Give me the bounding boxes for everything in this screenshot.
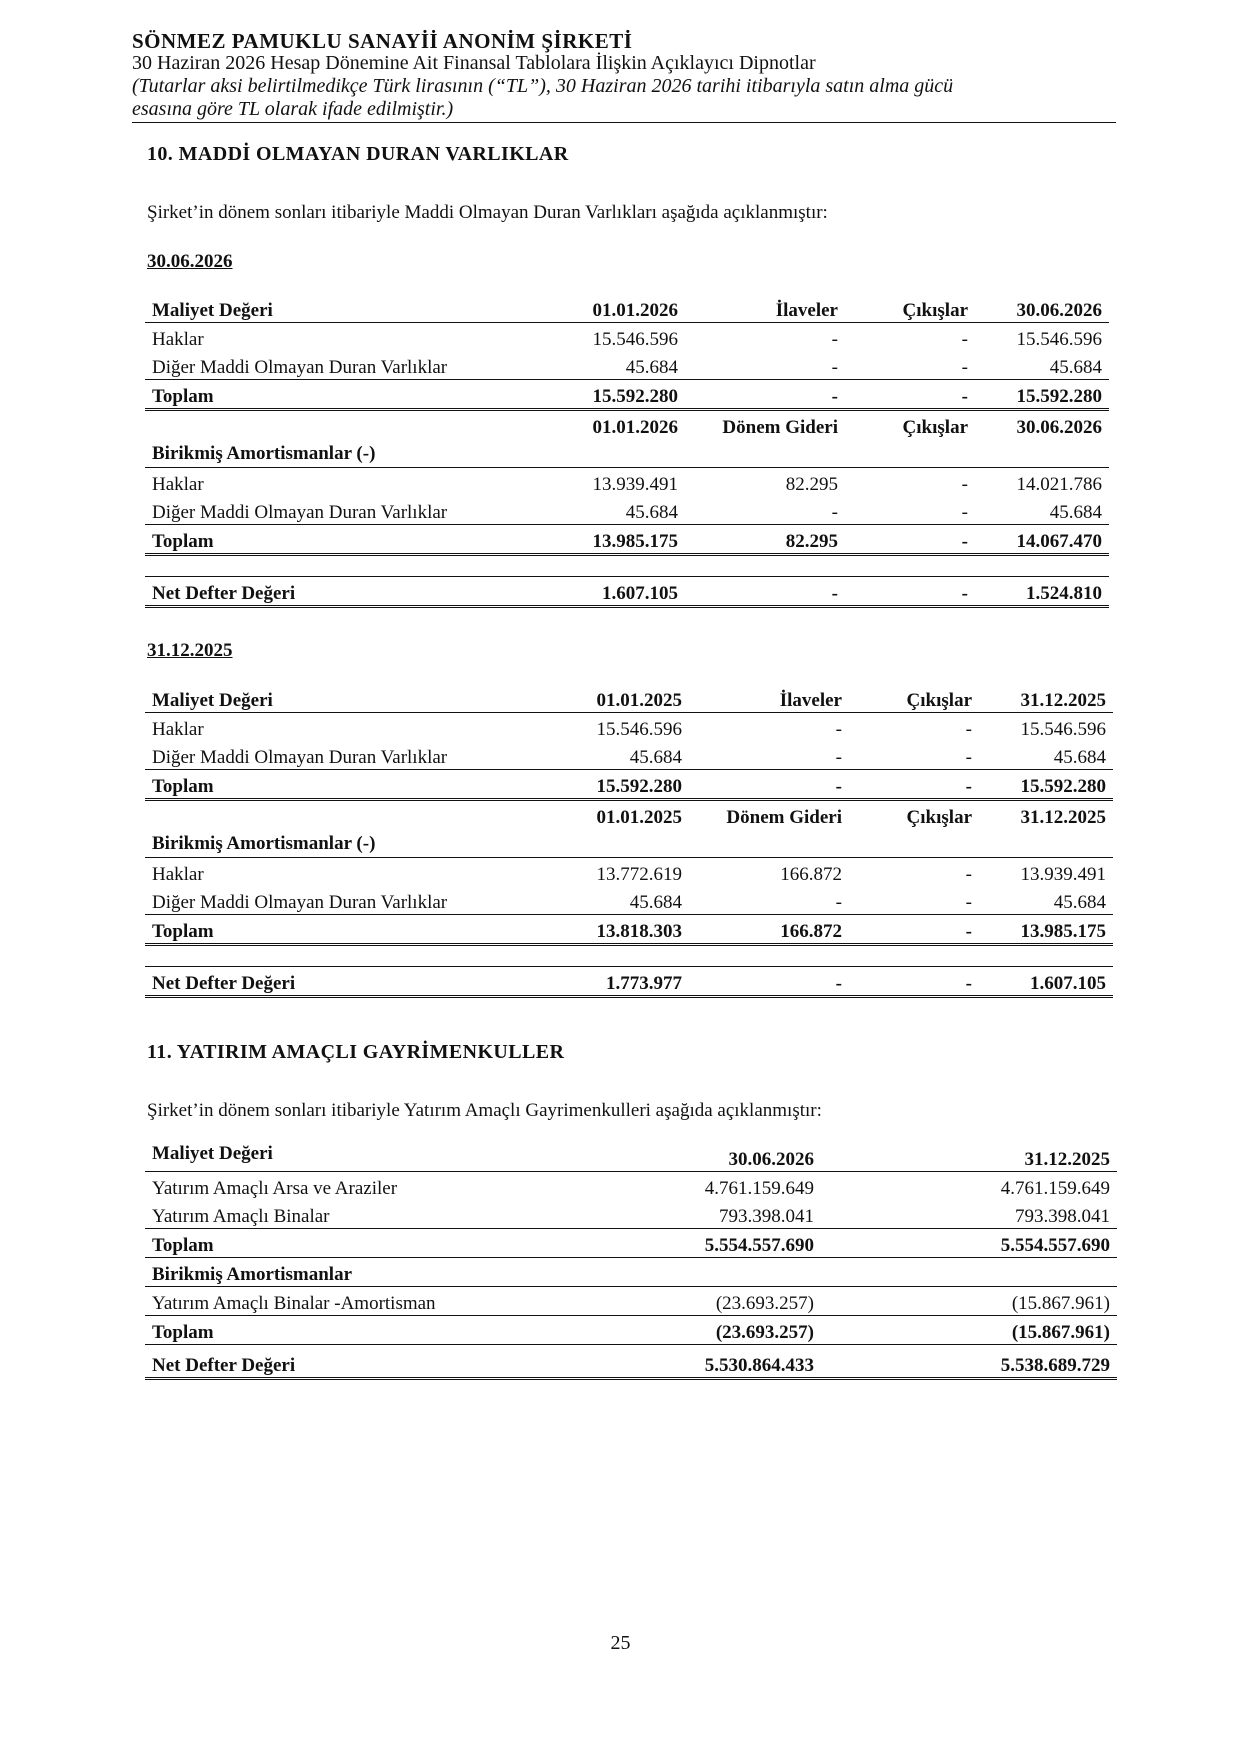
row-label: Toplam (145, 525, 535, 555)
total-row (145, 525, 1109, 555)
header-cell: Birikmiş Amortismanlar (-) (145, 410, 535, 468)
table-row (145, 1172, 1117, 1201)
table-cell: - (835, 892, 842, 913)
total-row (145, 380, 1109, 410)
row-label: Yatırım Amaçlı Arsa ve Araziler (152, 1178, 398, 1199)
row-label: Net Defter Değeri (145, 577, 535, 607)
table-cell: 166.872 (689, 915, 849, 945)
row-label: Toplam (145, 380, 535, 410)
total-row (145, 770, 1113, 800)
row-label: Diğer Maddi Olmayan Duran Varlıklar (152, 892, 448, 913)
row-label: Diğer Maddi Olmayan Duran Varlıklar (152, 747, 448, 768)
table-cell: 82.295 (785, 474, 838, 495)
row-label: Toplam (145, 1229, 525, 1258)
row-label: Birikmiş Amortismanlar (145, 1258, 525, 1287)
table-cell: - (685, 380, 845, 410)
document-subtitle: 30 Haziran 2026 Hesap Dönemine Ait Finansal Tablolara İlişkin Açıklayıcı Dipnotlar (132, 52, 816, 74)
header-cell: Dönem Gideri (689, 800, 849, 858)
table-cell: - (845, 525, 975, 555)
table-row (145, 741, 1113, 770)
table-header-row (145, 294, 1109, 323)
table-cell: - (965, 747, 972, 768)
table-cell: - (835, 747, 842, 768)
table-cell: 13.985.175 (535, 525, 685, 555)
table-row (145, 351, 1109, 380)
table-cell: 82.295 (685, 525, 845, 555)
table-row (145, 713, 1113, 742)
subheader-row (145, 1258, 1117, 1287)
spacer-row (145, 555, 1109, 577)
table-cell: - (961, 357, 968, 378)
table-cell: - (685, 577, 845, 607)
row-label: Toplam (145, 770, 535, 800)
table-cell: 45.684 (629, 747, 682, 768)
table-header-row (145, 684, 1113, 713)
header-cell: 31.12.2025 (821, 1143, 1117, 1172)
table-cell: 4.761.159.649 (1000, 1178, 1110, 1199)
table-cell: 45.684 (1049, 357, 1102, 378)
header-cell: İlaveler (685, 294, 845, 323)
header-cell: 31.12.2025 (979, 800, 1113, 858)
table-cell: 13.985.175 (979, 915, 1113, 945)
table-cell: 13.818.303 (535, 915, 689, 945)
table-cell: - (831, 502, 838, 523)
table-cell: 15.546.596 (596, 719, 682, 740)
currency-note-line2: esasına göre TL olarak ifade edilmiştir.) (132, 98, 454, 120)
table-cell: 15.592.280 (975, 380, 1109, 410)
spacer-row (145, 945, 1113, 967)
table-cell: 13.939.491 (1020, 864, 1106, 885)
row-label: Haklar (152, 864, 204, 885)
table-cell: 15.546.596 (592, 329, 678, 350)
header-cell: 01.01.2026 (535, 294, 685, 323)
table-row (145, 886, 1113, 915)
header-cell: 30.06.2026 (975, 410, 1109, 468)
table-cell: - (849, 967, 979, 997)
table-cell: (15.867.961) (821, 1316, 1117, 1345)
period-date-2025: 31.12.2025 (147, 640, 233, 661)
header-cell: Maliyet Değeri (145, 1143, 525, 1172)
table-cell: 45.684 (625, 357, 678, 378)
section-11-intro: Şirket’in dönem sonları itibariyle Yatırım Amaçlı Gayrimenkulleri aşağıda açıklanmıştır: (147, 1100, 822, 1121)
table-cell: - (961, 329, 968, 350)
table-header-row (145, 800, 1113, 858)
header-cell: 30.06.2026 (975, 294, 1109, 323)
row-label: Net Defter Değeri (145, 1345, 525, 1379)
header-cell: Çıkışlar (849, 800, 979, 858)
table-cell: 4.761.159.649 (704, 1178, 814, 1199)
table-cell: 5.530.864.433 (525, 1345, 821, 1379)
row-label: Toplam (145, 1316, 525, 1345)
row-label: Haklar (152, 474, 204, 495)
header-cell: 01.01.2025 (535, 800, 689, 858)
table-row (145, 468, 1109, 497)
row-label: Diğer Maddi Olmayan Duran Varlıklar (152, 502, 448, 523)
table-header-row (145, 1143, 1117, 1172)
table-cell: 15.546.596 (1020, 719, 1106, 740)
header-cell: 31.12.2025 (979, 684, 1113, 713)
table-cell: 13.939.491 (592, 474, 678, 495)
table-cell: 15.592.280 (979, 770, 1113, 800)
investment-property-table (145, 1143, 1117, 1380)
period-date-2026: 30.06.2026 (147, 251, 233, 272)
table-cell: - (961, 474, 968, 495)
company-name: SÖNMEZ PAMUKLU SANAYİİ ANONİM ŞİRKETİ (132, 29, 633, 53)
table-cell: 14.067.470 (975, 525, 1109, 555)
table-cell: 1.773.977 (535, 967, 689, 997)
net-book-value-row (145, 967, 1113, 997)
header-cell: Birikmiş Amortismanlar (-) (145, 800, 535, 858)
table-row (145, 858, 1113, 887)
table-cell: - (965, 864, 972, 885)
table-cell: - (845, 577, 975, 607)
header-cell: Dönem Gideri (685, 410, 845, 468)
intangibles-table-2025 (145, 684, 1113, 998)
table-cell: - (689, 770, 849, 800)
currency-note-line1: (Tutarlar aksi belirtilmedikçe Türk lirasının (“TL”), 30 Haziran 2026 tarihi itibarıyla satın alma gücü (132, 75, 954, 97)
table-cell: 14.021.786 (1016, 474, 1102, 495)
row-label: Haklar (152, 719, 204, 740)
row-label: Diğer Maddi Olmayan Duran Varlıklar (152, 357, 448, 378)
table-cell: - (689, 967, 849, 997)
header-cell: Çıkışlar (845, 294, 975, 323)
document-header (132, 30, 1112, 121)
table-row (145, 323, 1109, 352)
table-cell: - (835, 719, 842, 740)
table-cell: 5.538.689.729 (821, 1345, 1117, 1379)
table-cell: (23.693.257) (715, 1293, 814, 1314)
total-row (145, 1229, 1117, 1258)
header-cell: Çıkışlar (849, 684, 979, 713)
row-label: Toplam (145, 915, 535, 945)
table-cell: 45.684 (1053, 892, 1106, 913)
table-cell: 15.546.596 (1016, 329, 1102, 350)
table-cell: 15.592.280 (535, 770, 689, 800)
section-10-title: 10. MADDİ OLMAYAN DURAN VARLIKLAR (147, 143, 569, 165)
table-cell: - (831, 329, 838, 350)
table-cell: 45.684 (1053, 747, 1106, 768)
table-row (145, 1200, 1117, 1229)
header-cell: Maliyet Değeri (145, 294, 535, 323)
row-label: Haklar (152, 329, 204, 350)
table-cell: 45.684 (629, 892, 682, 913)
table-cell: 45.684 (1049, 502, 1102, 523)
table-cell: (15.867.961) (1011, 1293, 1110, 1314)
table-cell: 1.524.810 (975, 577, 1109, 607)
header-cell: 01.01.2025 (535, 684, 689, 713)
table-cell: 793.398.041 (1015, 1206, 1110, 1227)
table-cell: (23.693.257) (525, 1316, 821, 1345)
table-cell: 1.607.105 (979, 967, 1113, 997)
total-row (145, 915, 1113, 945)
row-label: Net Defter Değeri (145, 967, 535, 997)
table-cell: 166.872 (780, 864, 842, 885)
table-cell: - (849, 915, 979, 945)
table-cell: 5.554.557.690 (821, 1229, 1117, 1258)
table-cell: 15.592.280 (535, 380, 685, 410)
table-cell: 793.398.041 (719, 1206, 814, 1227)
row-label: Yatırım Amaçlı Binalar -Amortisman (152, 1293, 436, 1314)
section-10-intro: Şirket’in dönem sonları itibariyle Maddi Olmayan Duran Varlıkları aşağıda açıklanmıştır: (147, 202, 828, 223)
page-number: 25 (610, 1632, 631, 1654)
table-cell: - (965, 719, 972, 740)
table-cell: 1.607.105 (535, 577, 685, 607)
table-cell: 5.554.557.690 (525, 1229, 821, 1258)
table-row (145, 496, 1109, 525)
intangibles-table-2026 (145, 294, 1109, 608)
net-book-value-row (145, 577, 1109, 607)
table-cell: - (849, 770, 979, 800)
header-cell: Maliyet Değeri (145, 684, 535, 713)
table-cell: - (831, 357, 838, 378)
header-cell: 30.06.2026 (525, 1143, 821, 1172)
table-cell: 45.684 (625, 502, 678, 523)
header-cell: Çıkışlar (845, 410, 975, 468)
table-cell: 13.772.619 (596, 864, 682, 885)
table-header-row (145, 410, 1109, 468)
section-11-title: 11. YATIRIM AMAÇLI GAYRİMENKULLER (147, 1041, 565, 1063)
table-cell: - (845, 380, 975, 410)
table-row (145, 1287, 1117, 1316)
table-cell: - (961, 502, 968, 523)
table-cell: - (965, 892, 972, 913)
net-book-value-row (145, 1345, 1117, 1379)
row-label: Yatırım Amaçlı Binalar (152, 1206, 330, 1227)
total-row (145, 1316, 1117, 1345)
header-cell: İlaveler (689, 684, 849, 713)
header-rule (132, 122, 1116, 123)
header-cell: 01.01.2026 (535, 410, 685, 468)
